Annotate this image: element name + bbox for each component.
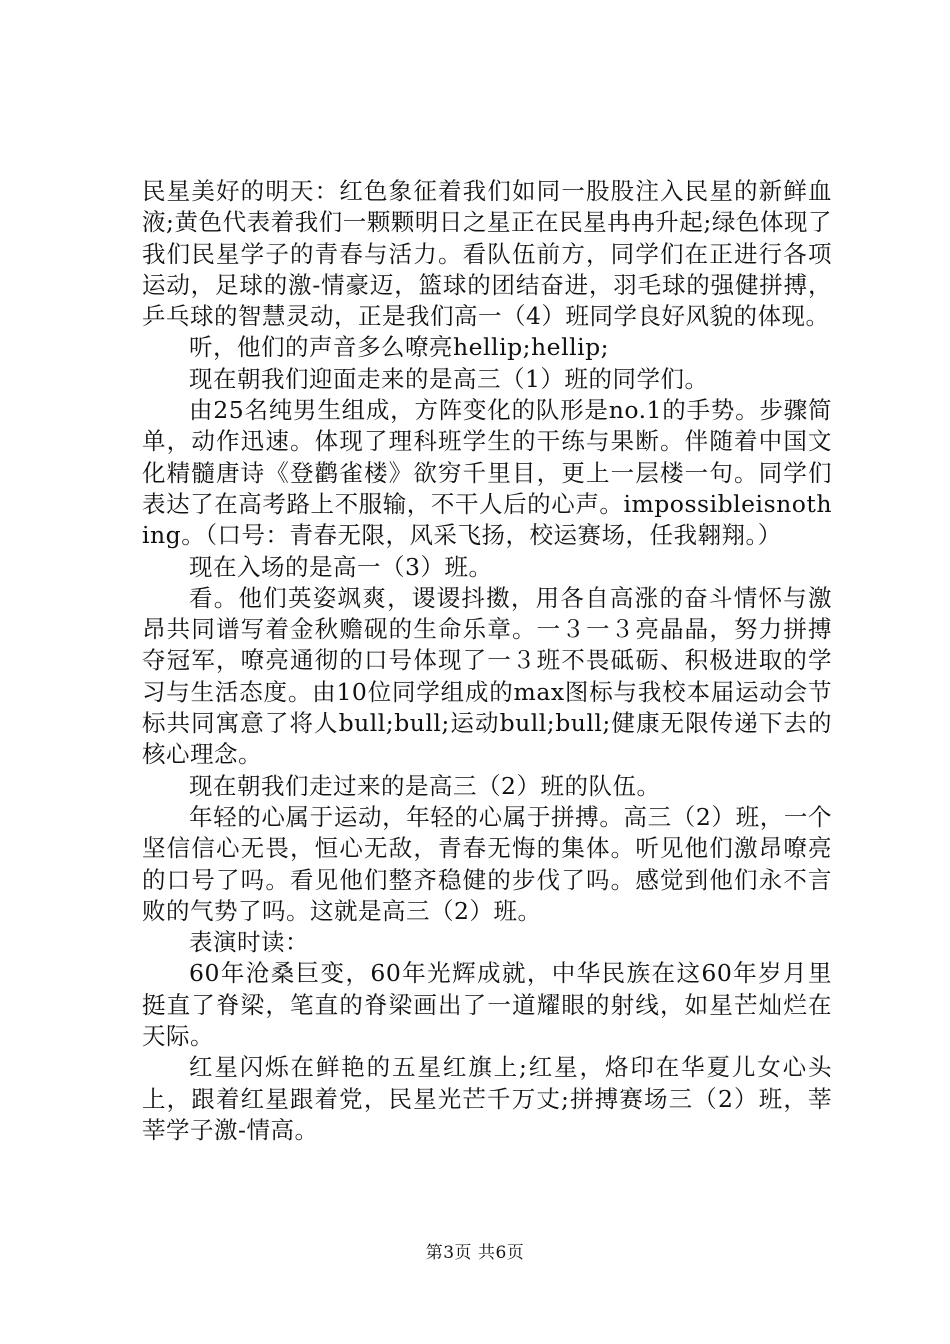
- paragraph-7: 现在朝我们走过来的是高三（2）班的队伍。: [189, 771, 661, 800]
- page-footer: [0, 1243, 950, 1263]
- paragraph-6: 看。他们英姿飒爽，谡谡抖擞，用各自高涨的奋斗情怀与激昂共同谱写着金秋赡砚的生命乐章。一３一３亮晶晶，努力拼搏夺冠军，嘹亮通彻的口号体现了一３班不畏砥砺、积极进取的学习与生活态度。由10位同学组成的max图标与我校本届运动会节标共同寓意了将人bull;bull;运动bull;bull;健康无限传递下去的核心理念。: [142, 583, 832, 769]
- paragraph-10: 60年沧桑巨变，60年光辉成就，中华民族在这60年岁月里挺直了脊梁，笔直的脊梁画出了一道耀眼的射线，如星芒灿烂在天际。: [142, 959, 832, 1051]
- paragraph-2: 听，他们的声音多么嘹亮hellip;hellip;: [189, 333, 610, 362]
- paragraph-8: 年轻的心属于运动，年轻的心属于拼搏。高三（2）班，一个坚信信心无畏，恒心无敌，青春无悔的集体。听见他们激昂嘹亮的口号了吗。看见他们整齐稳健的步伐了吗。感觉到他们永不言败的气势了吗。这就是高三（2）班。: [142, 802, 832, 925]
- paragraph-4: 由25名纯男生组成，方阵变化的队形是no.1的手势。步骤简单，动作迅速。体现了理科班学生的干练与果断。伴随着中国文化精髓唐诗《登鹳雀楼》欲穷千里目，更上一层楼一句。同学们表达了在高考路上不服输，不干人后的心声。impossibleisnothing。（口号：青春无限，风采飞扬，校运赛场，任我翱翔。）: [142, 396, 832, 550]
- page-number-label: 第3页 共6页: [425, 1243, 525, 1263]
- paragraph-9: 表演时读：: [189, 928, 309, 957]
- document-body: [142, 176, 832, 1146]
- paragraph-3: 现在朝我们迎面走来的是高三（1）班的同学们。: [189, 364, 709, 393]
- paragraph-11: 红星闪烁在鲜艳的五星红旗上;红星，烙印在华夏儿女心头上，跟着红星跟着党，民星光芒千万丈;拼搏赛场三（2）班，莘莘学子激-情高。: [142, 1053, 832, 1144]
- paragraph-5: 现在入场的是高一（3）班。: [189, 552, 493, 581]
- paragraph-1: 民星美好的明天：红色象征着我们如同一股股注入民星的新鲜血液;黄色代表着我们一颗颗明日之星正在民星冉冉升起;绿色体现了我们民星学子的青春与活力。看队伍前方，同学们在正进行各项运动，足球的激-情豪迈，篮球的团结奋进，羽毛球的强健拼搏，乒乓球的智慧灵动，正是我们高一（4）班同学良好风貌的体现。: [142, 177, 832, 331]
